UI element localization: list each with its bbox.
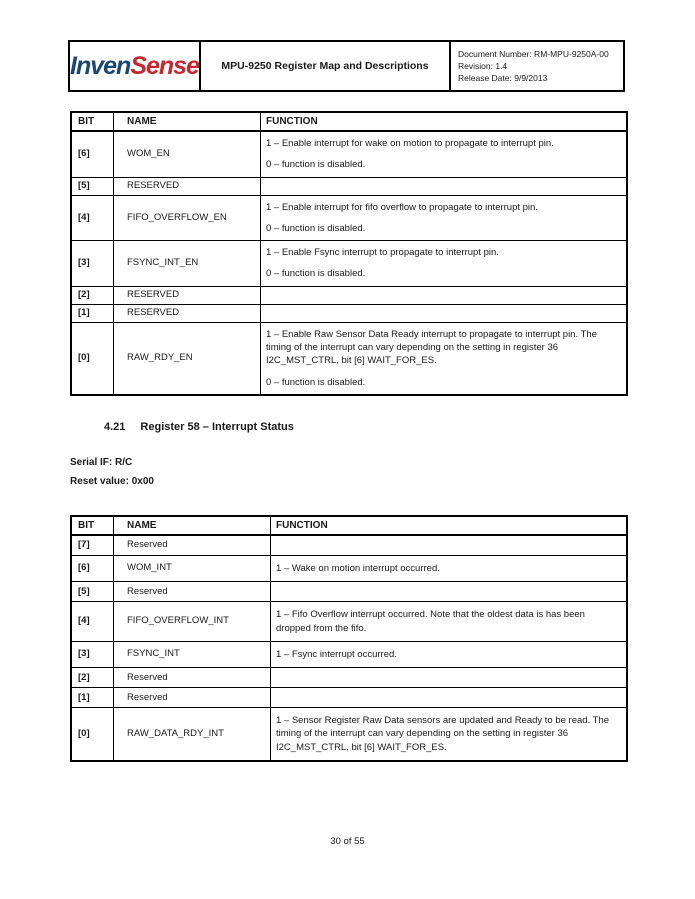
logo-text-red: Sense <box>130 51 199 80</box>
function-cell <box>271 556 628 582</box>
bit-cell: [4] <box>71 195 114 241</box>
function-paragraph: 0 – function is disabled. <box>266 222 366 234</box>
name-cell: RESERVED <box>114 304 261 322</box>
name-cell: WOM_EN <box>114 131 261 177</box>
function-cell <box>271 668 628 688</box>
function-cell <box>271 602 628 642</box>
document-revision: Revision: 1.4 <box>458 60 508 71</box>
table-row <box>71 641 627 667</box>
bit-cell: [0] <box>71 708 114 761</box>
table-header-row <box>71 516 627 535</box>
document-title: MPU-9250 Register Map and Descriptions <box>201 42 451 90</box>
name-cell: Reserved <box>114 535 271 556</box>
interrupt-status-table <box>70 515 628 762</box>
name-cell: Reserved <box>114 582 271 602</box>
function-cell <box>261 322 628 395</box>
invensense-logo <box>70 52 199 81</box>
function-paragraph: 1 – Fsync interrupt occurred. <box>276 648 397 660</box>
serial-if-line: Serial IF: R/C <box>70 457 133 468</box>
table-row <box>71 688 627 708</box>
function-cell <box>271 535 628 556</box>
table-row <box>71 241 627 287</box>
function-cell <box>271 582 628 602</box>
name-cell: RAW_RDY_EN <box>114 322 261 395</box>
bit-cell: [5] <box>71 582 114 602</box>
table-row <box>71 304 627 322</box>
table-row <box>71 668 627 688</box>
name-cell: FIFO_OVERFLOW_INT <box>114 602 271 642</box>
function-paragraph: 1 – Wake on motion interrupt occurred. <box>276 563 440 574</box>
document-info <box>451 42 623 90</box>
function-cell <box>261 241 628 287</box>
bit-cell: [2] <box>71 668 114 688</box>
function-paragraph: 1 – Enable Raw Sensor Data Ready interrupt to propagate to interrupt pin. The timing of the interrupt can vary depending on the setting in register 36 I2C_MST_CTRL, bit [6] WAIT_FOR_ES. <box>266 328 597 367</box>
bit-cell: [6] <box>71 556 114 582</box>
function-cell <box>261 304 628 322</box>
name-cell: FSYNC_INT_EN <box>114 241 261 287</box>
function-paragraph: 0 – function is disabled. <box>266 376 366 388</box>
table-row <box>71 602 627 642</box>
table-row <box>71 195 627 241</box>
bit-cell: [1] <box>71 688 114 708</box>
function-cell <box>271 641 628 667</box>
reset-value-line: Reset value: 0x00 <box>70 476 154 487</box>
name-cell: Reserved <box>114 688 271 708</box>
table-row <box>71 556 627 582</box>
page-number: 30 of 55 <box>330 836 365 847</box>
document-number: Document Number: RM-MPU-9250A-00 <box>458 48 609 59</box>
interrupt-enable-table <box>70 111 628 396</box>
function-paragraph: 1 – Enable interrupt for wake on motion to propagate to interrupt pin. <box>266 138 554 149</box>
bit-cell: [5] <box>71 177 114 195</box>
column-header-function: FUNCTION <box>261 112 628 131</box>
name-cell: RESERVED <box>114 286 261 304</box>
function-cell <box>271 708 628 761</box>
bit-cell: [7] <box>71 535 114 556</box>
function-cell <box>261 286 628 304</box>
function-paragraph: 0 – function is disabled. <box>266 159 366 171</box>
table-row <box>71 322 627 395</box>
table-row <box>71 582 627 602</box>
table-row <box>71 535 627 556</box>
section-title: Register 58 – Interrupt Status <box>140 421 294 433</box>
function-cell <box>261 195 628 241</box>
column-header-bit: BIT <box>71 112 114 131</box>
bit-cell: [4] <box>71 602 114 642</box>
column-header-name: NAME <box>114 112 261 131</box>
function-cell <box>271 688 628 708</box>
name-cell: Reserved <box>114 668 271 688</box>
function-paragraph: 1 – Fifo Overflow interrupt occurred. Note that the oldest data is has been dropped from the fifo. <box>276 609 585 634</box>
column-header-bit: BIT <box>71 516 114 535</box>
document-header <box>68 40 625 92</box>
document-release-date: Release Date: 9/9/2013 <box>458 73 548 84</box>
table-row <box>71 177 627 195</box>
function-paragraph: 1 – Enable interrupt for fifo overflow to propagate to interrupt pin. <box>266 201 538 213</box>
function-cell <box>261 131 628 177</box>
bit-cell: [1] <box>71 304 114 322</box>
function-cell <box>261 177 628 195</box>
column-header-name: NAME <box>114 516 271 535</box>
name-cell: RAW_DATA_RDY_INT <box>114 708 271 761</box>
section-heading <box>104 421 294 433</box>
bit-cell: [2] <box>71 286 114 304</box>
logo-text-blue: Inven <box>70 51 131 80</box>
function-paragraph: 1 – Enable Fsync interrupt to propagate to interrupt pin. <box>266 247 499 259</box>
column-header-function: FUNCTION <box>271 516 628 535</box>
table-row <box>71 708 627 761</box>
function-paragraph: 0 – function is disabled. <box>266 268 366 280</box>
bit-cell: [3] <box>71 641 114 667</box>
name-cell: FIFO_OVERFLOW_EN <box>114 195 261 241</box>
bit-cell: [0] <box>71 322 114 395</box>
table-row <box>71 286 627 304</box>
function-paragraph: 1 – Sensor Register Raw Data sensors are updated and Ready to be read. The timing of the interrupt can vary depending on the setting in register 36 I2C_MST_CTRL, bit [6] WAIT_FOR_ES. <box>276 715 610 753</box>
name-cell: RESERVED <box>114 177 261 195</box>
name-cell: WOM_INT <box>114 556 271 582</box>
table-header-row <box>71 112 627 131</box>
logo-cell <box>70 42 201 90</box>
section-number: 4.21 <box>104 421 126 433</box>
bit-cell: [6] <box>71 131 114 177</box>
name-cell: FSYNC_INT <box>114 641 271 667</box>
table-row <box>71 131 627 177</box>
bit-cell: [3] <box>71 241 114 287</box>
